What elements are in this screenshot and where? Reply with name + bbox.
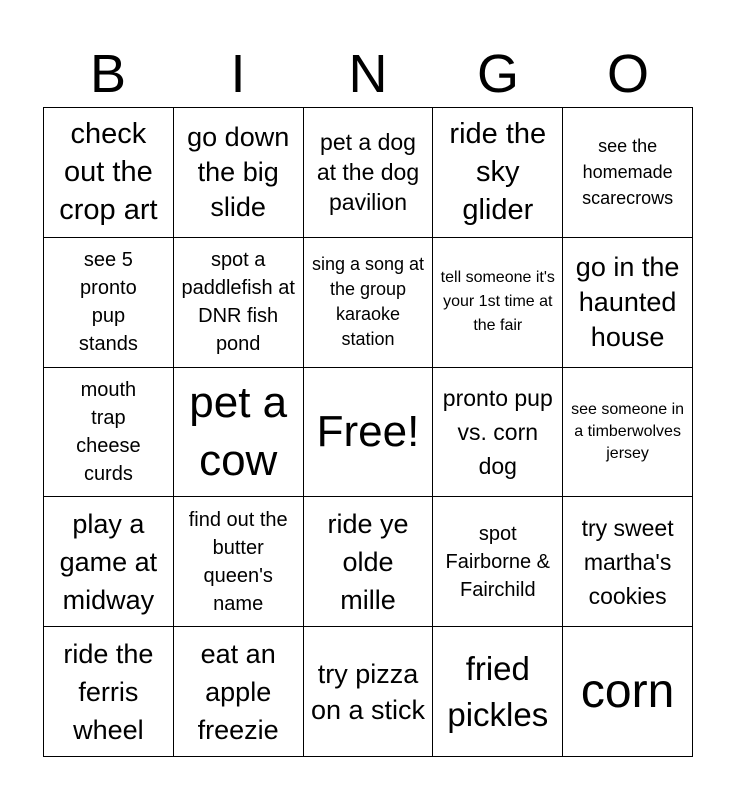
bingo-cell[interactable] [563,497,693,627]
cell-text: try pizza on a stick [310,658,426,725]
bingo-cell[interactable] [433,627,563,757]
header-letter-n: N [348,44,388,104]
bingo-cell[interactable] [433,497,563,627]
cell-text: see someone in a timberwolves jersey [571,400,685,462]
cell-text: pet a dog at the dog pavilion [316,129,420,216]
cell-text: pronto pup vs. corn dog [442,384,553,479]
bingo-cell[interactable] [304,627,434,757]
header-letter-o: O [606,44,649,104]
cell-text: fried pickles [447,649,549,733]
bingo-cell[interactable] [174,108,304,238]
bingo-cell[interactable] [174,497,304,627]
bingo-cell[interactable] [44,627,174,757]
cell-text: eat an apple freezie [197,638,279,745]
cell-text: play a game at midway [59,508,158,615]
cell-text: Free! [316,406,420,456]
bingo-cell[interactable] [174,238,304,368]
cell-text: corn [580,664,675,718]
bingo-cell[interactable] [174,627,304,757]
bingo-header [43,40,693,108]
cell-text: ride the sky glider [449,118,547,227]
bingo-cell[interactable] [44,497,174,627]
bingo-cell[interactable] [44,368,174,498]
cell-text: spot a paddlefish at DNR fish pond [181,249,295,356]
bingo-cell[interactable] [563,627,693,757]
cell-text: check out the crop art [59,118,158,227]
cell-text: ride the ferris wheel [63,638,154,745]
cell-text: see 5 pronto pup stands [78,249,138,356]
bingo-cell[interactable] [44,108,174,238]
bingo-cell[interactable] [433,108,563,238]
bingo-cell[interactable] [563,238,693,368]
cell-text: spot Fairborne & Fairchild [445,522,551,601]
cell-text: tell someone it's your 1st time at the fair [440,269,555,335]
header-letter-b: B [89,44,127,104]
cell-text: find out the butter queen's name [188,508,288,615]
bingo-cell[interactable] [433,368,563,498]
cell-text: go down the big slide [187,121,290,222]
cell-text: mouth trap cheese curds [76,378,141,485]
header-letter-g: G [476,44,519,104]
bingo-cell[interactable] [304,238,434,368]
cell-text: sing a song at the group karaoke station [311,254,425,350]
bingo-cell[interactable] [174,368,304,498]
bingo-cell[interactable] [44,238,174,368]
cell-text: go in the haunted house [575,251,680,352]
cell-text: see the homemade scarecrows [582,136,674,209]
header-letter-i: I [230,44,246,104]
bingo-cell[interactable] [304,497,434,627]
bingo-cell[interactable] [433,238,563,368]
bingo-cell[interactable] [304,108,434,238]
bingo-cell[interactable] [563,108,693,238]
bingo-board [43,107,693,757]
cell-text: pet a cow [189,377,288,485]
bingo-cell[interactable] [563,368,693,498]
cell-text: ride ye olde mille [327,508,409,615]
cell-text: try sweet martha's cookies [581,514,674,609]
bingo-cell[interactable] [304,368,434,498]
